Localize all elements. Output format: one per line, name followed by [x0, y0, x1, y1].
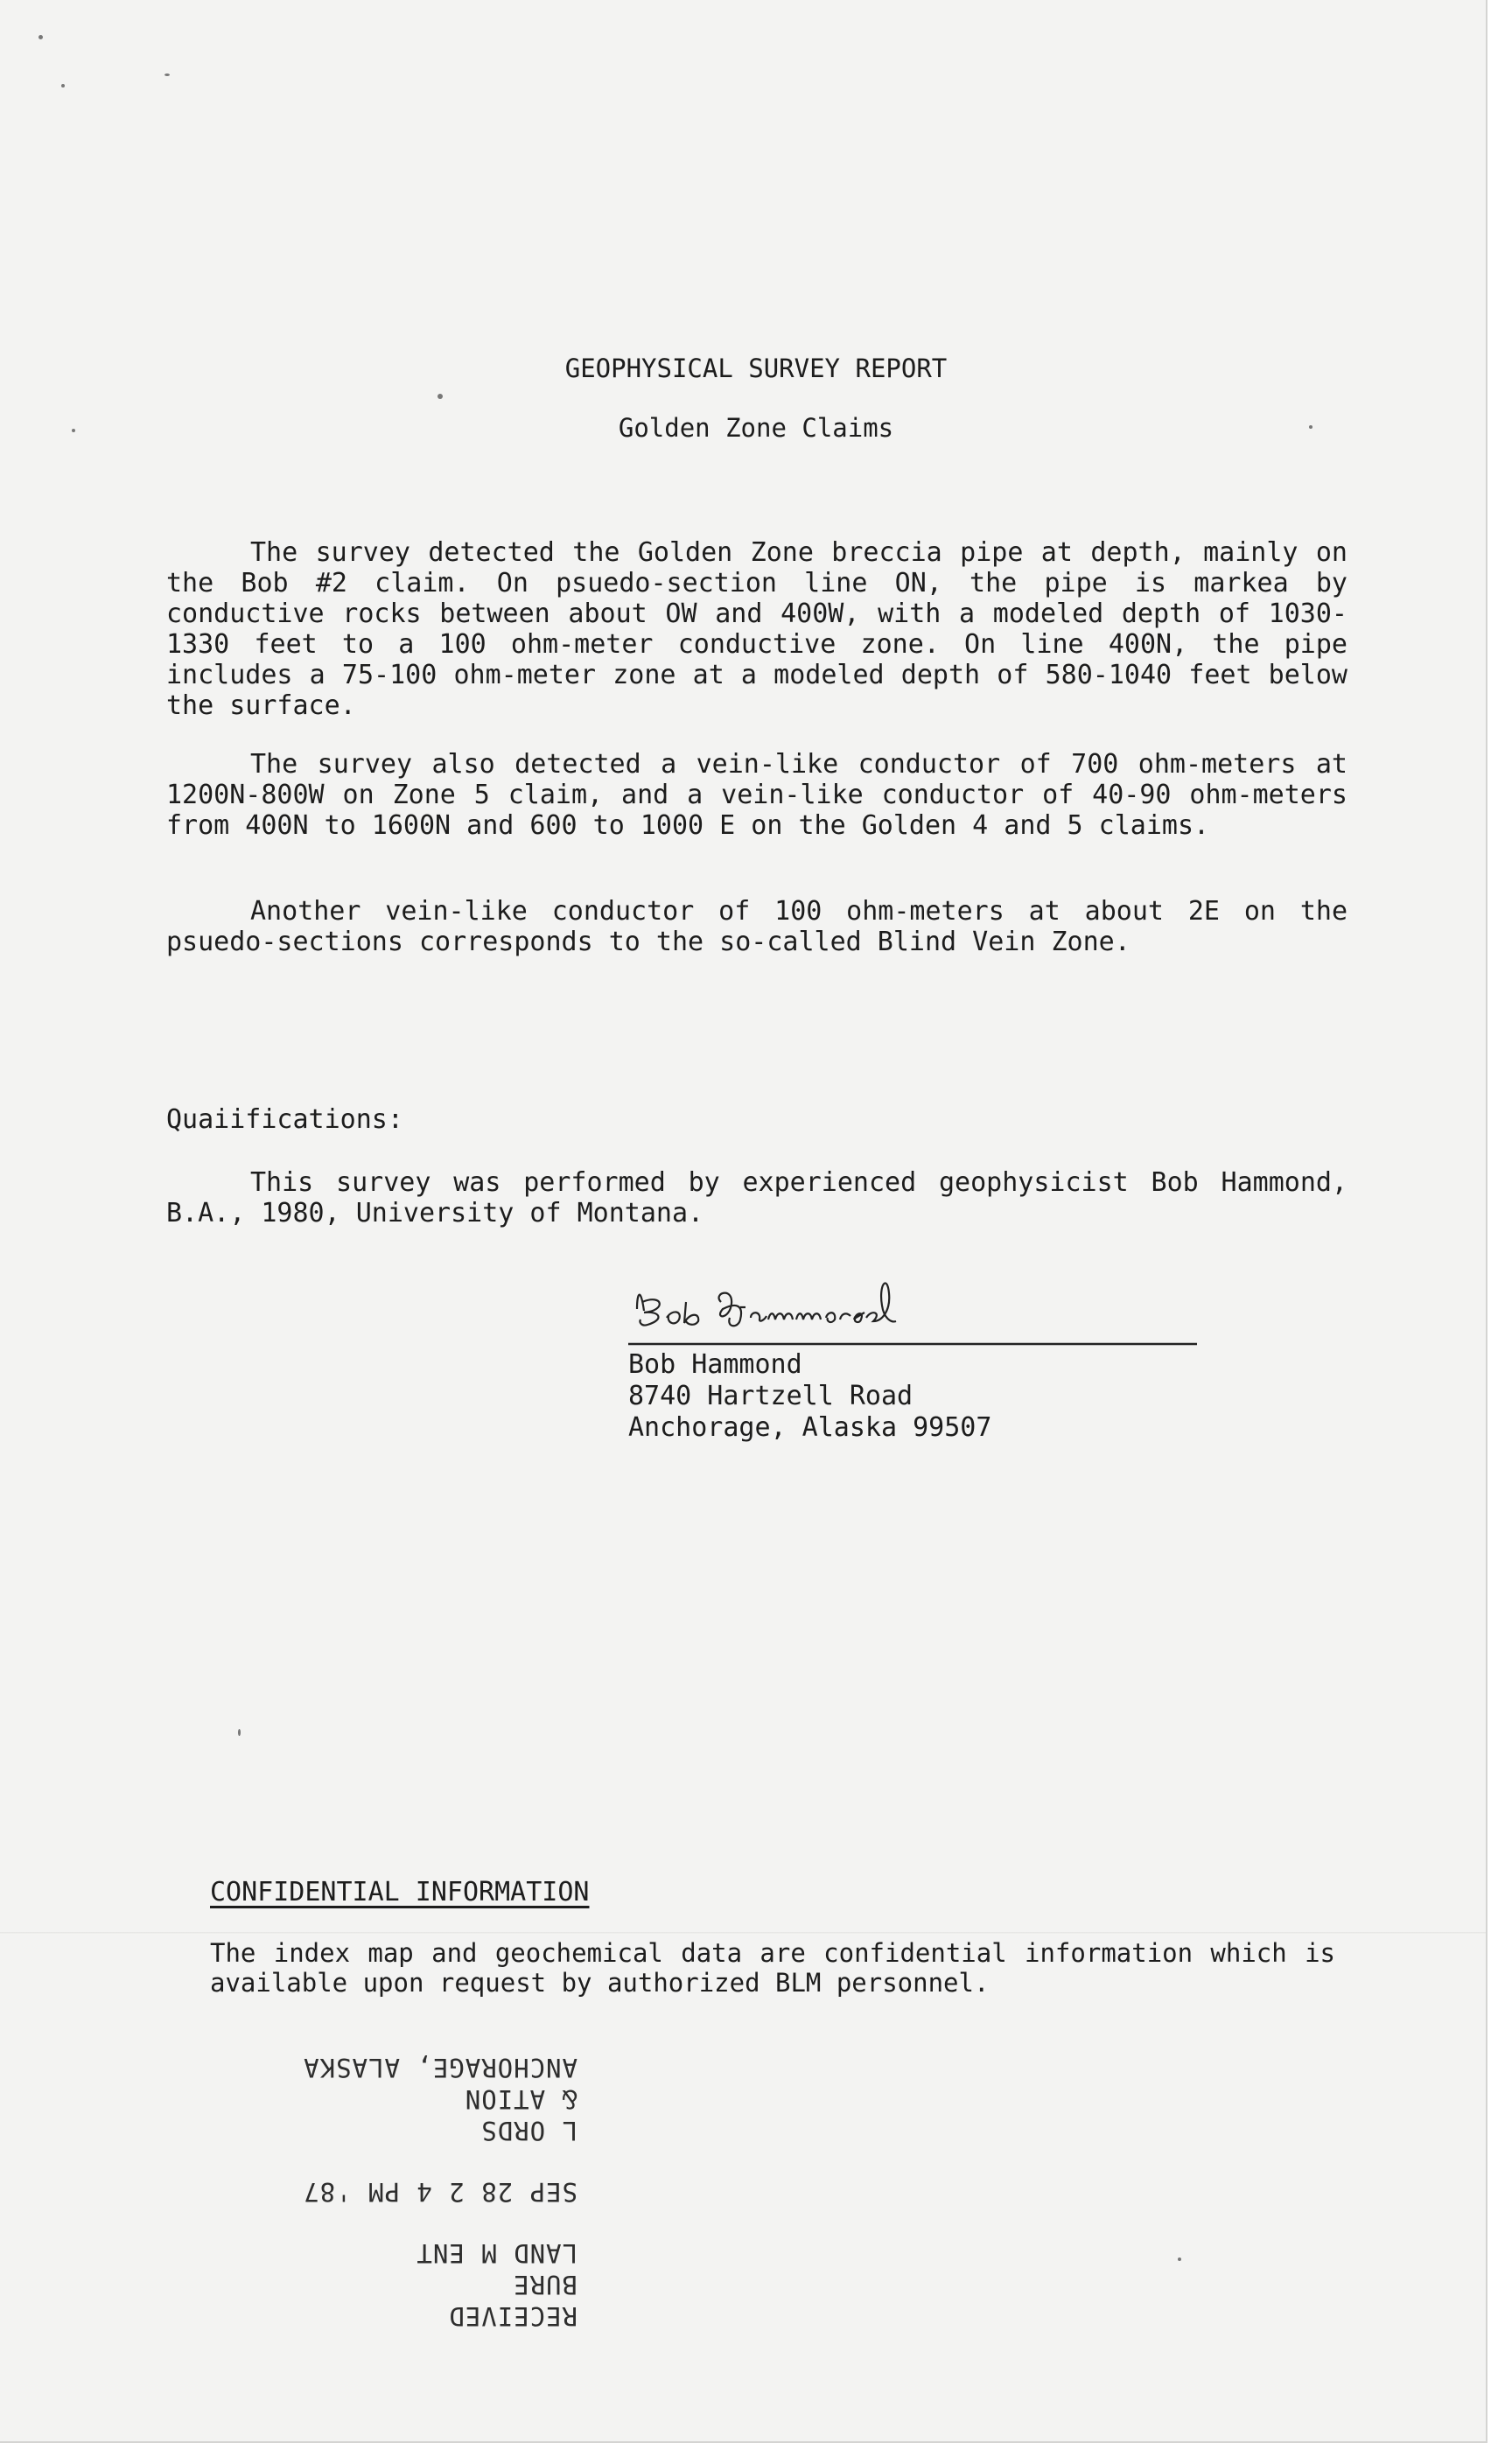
confidential-text: The index map and geochemical data are confidential information which is available upon request by authorized BLM personnel.: [210, 1938, 1335, 1998]
signer-street: 8740 Hartzell Road: [628, 1381, 914, 1411]
stamp-line: SEP 28 2 4 PM '87: [303, 2177, 578, 2207]
stamp-line: LAND M ENT: [416, 2238, 578, 2268]
paragraph-2: The survey also detected a vein-like conductor of 700 ohm-meters at 1200N-800W on Zone 5 claim, and a vein-like conductor of 40-90 ohm-meters from 400N to 1600N and 600 to 1000 E on the Golden 4 and 5 claims.: [166, 749, 1348, 841]
qualifications-heading: Quaiifications:: [166, 1104, 403, 1135]
signer-city: Anchorage, Alaska 99507: [628, 1412, 992, 1443]
stamp-line: BURE: [513, 2270, 578, 2300]
stamp-line: & ATION: [464, 2084, 578, 2114]
scan-speck: [438, 394, 443, 399]
stamp-line: L ORDS: [480, 2116, 578, 2146]
scan-speck: [72, 429, 75, 432]
scan-speck: [1309, 425, 1312, 429]
stamp-line: RECEIVED: [448, 2301, 578, 2331]
paragraph-3: Another vein-like conductor of 100 ohm-meters at about 2E on the psuedo-sections corresponds to the so-called Blind Vein Zone.: [166, 896, 1348, 957]
confidential-heading: CONFIDENTIAL INFORMATION: [210, 1877, 590, 1908]
paper-fold-line: [0, 1932, 1486, 1935]
scan-speck: [164, 74, 170, 76]
scan-speck: [61, 84, 65, 88]
scan-speck: [238, 1729, 241, 1736]
qualifications-text: This survey was performed by experienced geophysicist Bob Hammond, B.A., 1980, University of Montana.: [166, 1167, 1348, 1228]
report-title: GEOPHYSICAL SURVEY REPORT: [564, 354, 948, 383]
received-stamp: [262, 2053, 578, 2332]
scan-speck: [1178, 2258, 1181, 2261]
scan-speck: [38, 35, 43, 39]
handwritten-signature: [628, 1267, 1199, 1348]
signer-name: Bob Hammond: [628, 1349, 802, 1380]
stamp-line: ANCHORAGE, ALASKA: [303, 2053, 578, 2082]
paragraph-1: The survey detected the Golden Zone breccia pipe at depth, mainly on the Bob #2 claim. On psuedo-section line ON, the pipe is markea by conductive rocks between about OW and 400W, with a modeled depth of 1030-1330 feet to a 100 ohm-meter conductive zone. On line 400N, the pipe includes a 75-100 ohm-meter zone at a modeled depth of 580-1040 feet below the surface.: [166, 537, 1348, 721]
report-subtitle: Golden Zone Claims: [618, 413, 894, 443]
